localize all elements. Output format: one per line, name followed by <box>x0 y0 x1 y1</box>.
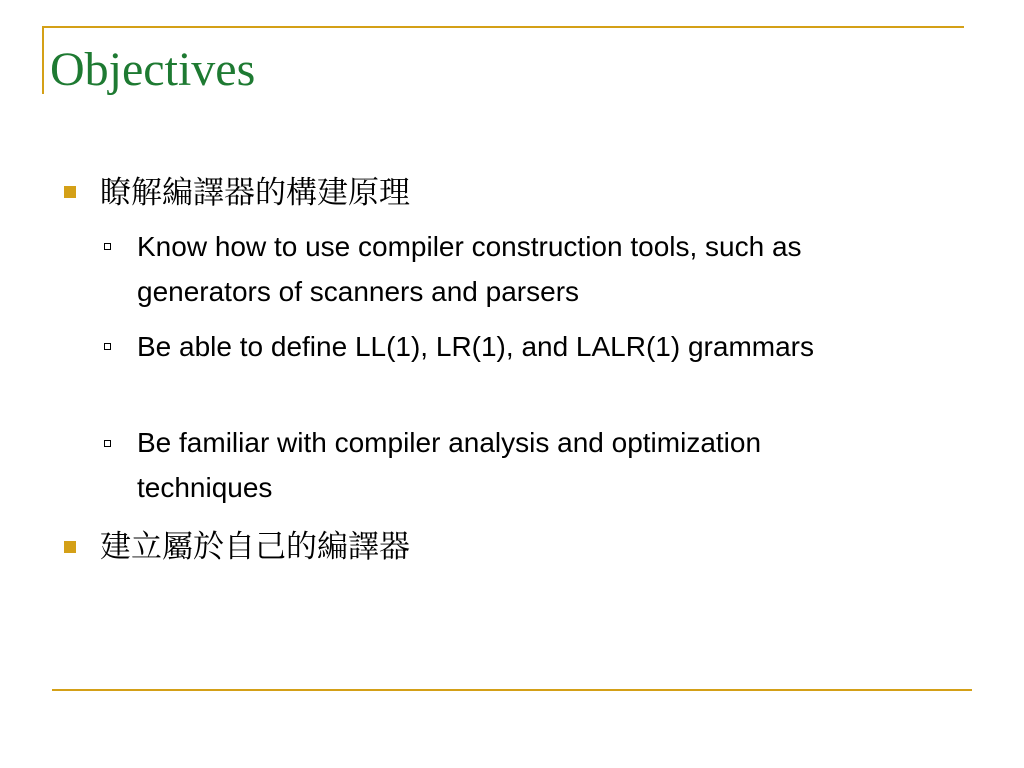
square-bullet-icon <box>64 186 76 198</box>
top-accent-line <box>42 26 964 28</box>
sub-bullet-text: Be able to define LL(1), LR(1), and LALR(1) grammars <box>137 331 814 362</box>
hollow-square-bullet-icon <box>104 343 111 350</box>
sub-bullet-text: Be familiar with compiler analysis and optimization techniques <box>137 427 762 503</box>
hollow-square-bullet-icon <box>104 243 111 250</box>
bullet-text: 瞭解編譯器的構建原理 <box>100 175 410 211</box>
slide-title: Objectives <box>50 43 256 96</box>
bottom-accent-line <box>52 689 972 691</box>
left-accent-line <box>42 26 44 94</box>
square-bullet-icon <box>64 541 76 553</box>
bullet-text: 建立屬於自己的編譯器 <box>100 529 410 565</box>
sub-bullet-text: Know how to use compiler construction tools, such as generators of scanners and parsers <box>137 231 802 307</box>
hollow-square-bullet-icon <box>104 440 111 447</box>
